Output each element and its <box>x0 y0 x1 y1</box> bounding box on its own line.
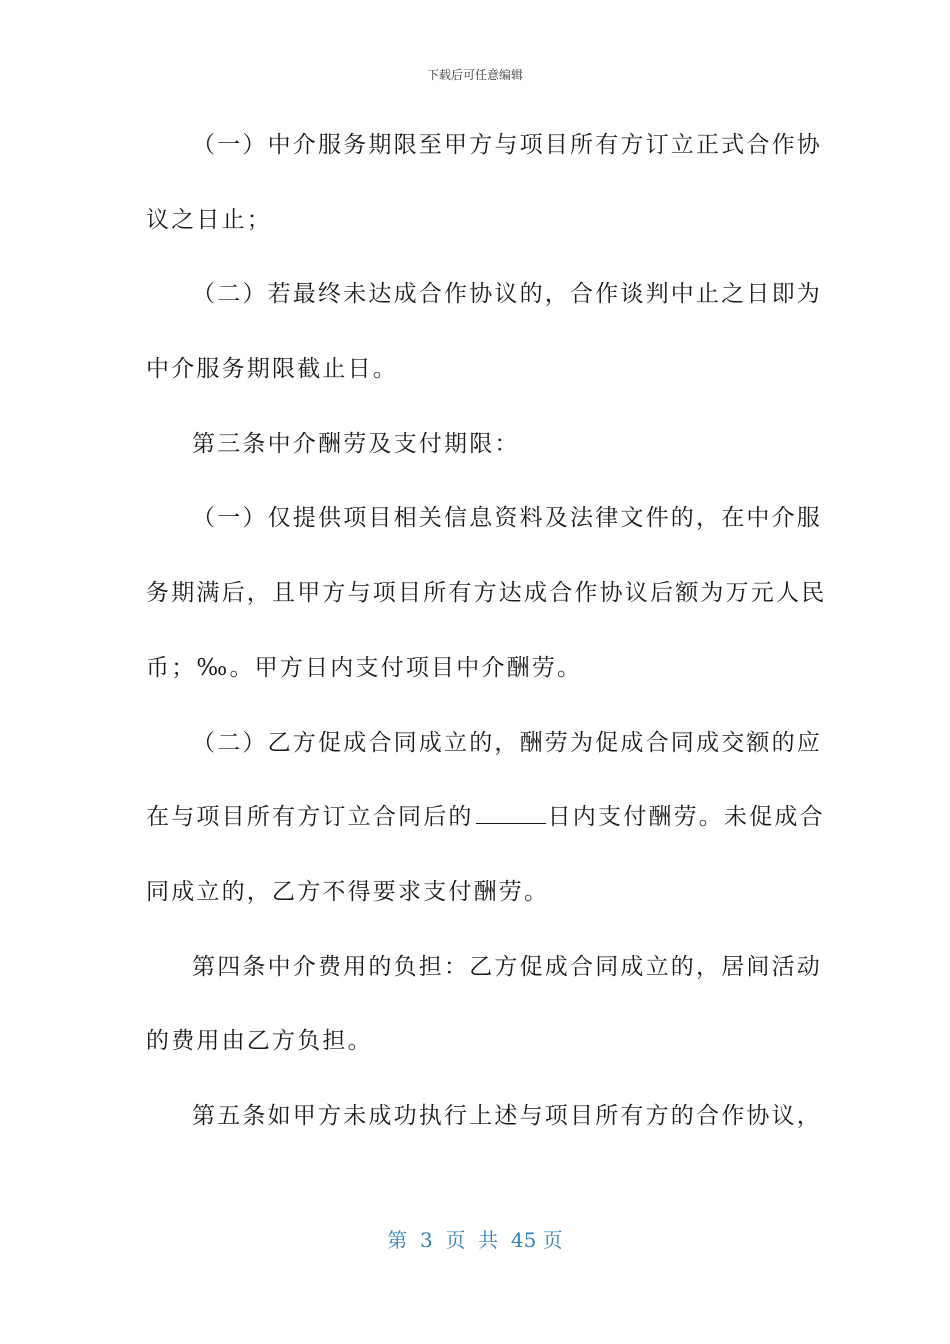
paragraph-line: 币；‰。甲方日内支付项目中介酬劳。 <box>146 654 583 681</box>
fill-in-blank <box>476 801 546 824</box>
paragraph-line: （二）乙方促成合同成立的，酬劳为促成合同成交额的应 <box>192 729 822 756</box>
paragraph-line: 中介服务期限截止日。 <box>146 356 398 383</box>
paragraph-line: （二）若最终未达成合作协议的，合作谈判中止之日即为 <box>192 281 822 308</box>
document-body <box>146 124 827 1170</box>
paragraph-line: （一）中介服务期限至甲方与项目所有方订立正式合作协 <box>192 132 822 158</box>
line-text-after-blank: 日内支付酬劳。未促成合 <box>547 804 825 831</box>
article-heading: 第三条中介酬劳及支付期限： <box>192 430 520 457</box>
paragraph-line: 议之日止； <box>146 206 272 233</box>
page-number-footer: 第 3 页 共 45 页 <box>387 1228 563 1252</box>
paragraph-line: （一）仅提供项目相关信息资料及法律文件的，在中介服 <box>192 505 822 532</box>
article-heading: 第四条中介费用的负担：乙方促成合同成立的，居间活动 <box>192 953 822 980</box>
line-text-before-blank: 在与项目所有方订立合同后的 <box>146 804 474 831</box>
paragraph-line-with-blank <box>146 796 825 871</box>
article-heading: 第五条如甲方未成功执行上述与项目所有方的合作协议， <box>192 1102 822 1129</box>
paragraph-line: 的费用由乙方负担。 <box>146 1028 373 1055</box>
paragraph-line: 同成立的，乙方不得要求支付酬劳。 <box>146 878 550 905</box>
paragraph-line: 务期满后，且甲方与项目所有方达成合作协议后额为万元人民 <box>146 580 827 607</box>
page-header-note: 下载后可任意编辑 <box>426 68 523 82</box>
